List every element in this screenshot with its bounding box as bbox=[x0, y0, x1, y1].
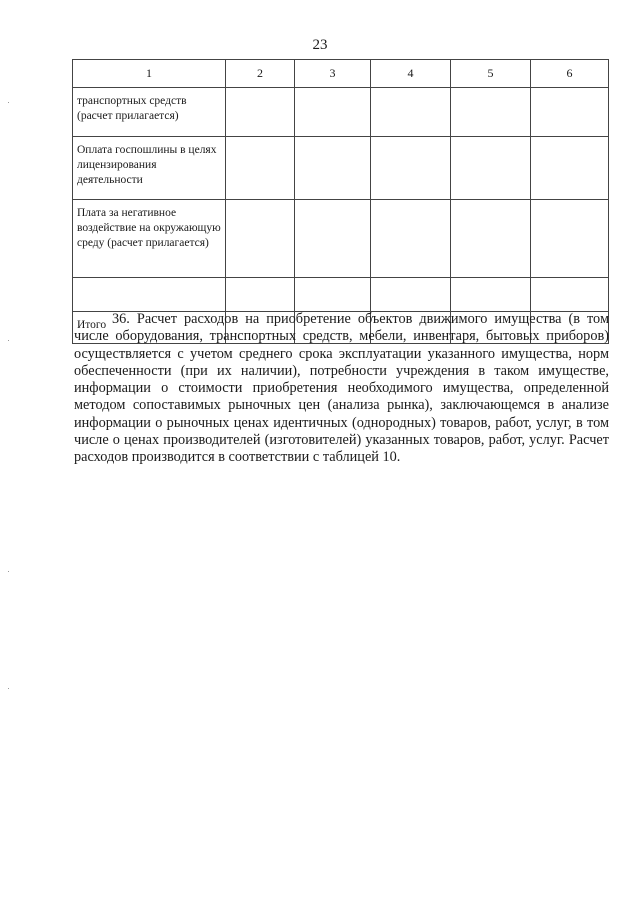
table-cell bbox=[226, 278, 295, 312]
column-header: 6 bbox=[531, 60, 609, 88]
table-cell bbox=[226, 200, 295, 278]
row-label bbox=[73, 278, 226, 312]
table-cell bbox=[371, 88, 451, 137]
row-label: Оплата госпошлины в целях лицензирования деятельности bbox=[73, 137, 226, 200]
column-header: 3 bbox=[295, 60, 371, 88]
table-cell bbox=[295, 278, 371, 312]
table-cell bbox=[371, 278, 451, 312]
scan-mark bbox=[8, 102, 9, 103]
table-cell bbox=[295, 137, 371, 200]
table-cell bbox=[531, 278, 609, 312]
table-cell bbox=[531, 137, 609, 200]
scan-mark bbox=[8, 688, 9, 689]
table-cell bbox=[451, 88, 531, 137]
table-cell bbox=[451, 200, 531, 278]
table-cell bbox=[226, 88, 295, 137]
row-label: транспортных средств (расчет прилагается) bbox=[73, 88, 226, 137]
table-cell bbox=[531, 200, 609, 278]
table-row bbox=[73, 278, 609, 312]
expense-table bbox=[72, 59, 609, 344]
table-cell bbox=[531, 88, 609, 137]
table-cell bbox=[295, 200, 371, 278]
total-label: Итого bbox=[73, 312, 226, 344]
row-label: Плата за негативное воздействие на окружающую среду (расчет прилагается) bbox=[73, 200, 226, 278]
column-header: 2 bbox=[226, 60, 295, 88]
column-header: 1 bbox=[73, 60, 226, 88]
scan-mark bbox=[8, 571, 9, 572]
table-cell bbox=[371, 200, 451, 278]
table-cell bbox=[451, 278, 531, 312]
table-header-row bbox=[73, 60, 609, 88]
table-row bbox=[73, 137, 609, 200]
table-cell bbox=[451, 137, 531, 200]
scan-mark bbox=[8, 340, 9, 341]
table-cell bbox=[371, 137, 451, 200]
table-row bbox=[73, 88, 609, 137]
table-cell bbox=[295, 88, 371, 137]
column-header: 5 bbox=[451, 60, 531, 88]
body-paragraph: 36. Расчет расходов на приобретение объектов движимого имущества (в том числе оборудования, транспортных средств, мебели, инвентаря, бытовых приборов) осуществляется с учетом среднего срока эксплуатации указанного имущества, норм обеспеченности (при их наличии), потребности учреждения в таком имуществе, информации о стоимости приобретения необходимого имущества, определенной методом сопоставимых рыночных цен (анализа рынка), заключающемся в анализе информации о рыночных ценах идентичных (однородных) товаров, работ, услуг, в том числе о ценах производителей (изготовителей) указанных товаров, работ, услуг. Расчет расходов производится в соответствии с таблицей 10. bbox=[74, 311, 609, 466]
table-row bbox=[73, 200, 609, 278]
column-header: 4 bbox=[371, 60, 451, 88]
page-number: 23 bbox=[312, 37, 328, 53]
table-cell bbox=[226, 137, 295, 200]
